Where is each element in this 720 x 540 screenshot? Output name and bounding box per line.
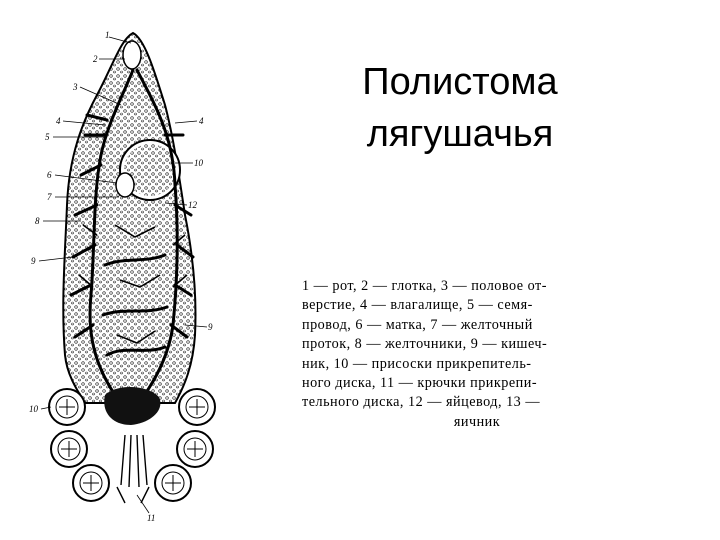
label-8: 8 <box>35 216 40 226</box>
slide-title <box>330 56 590 160</box>
posterior-mass <box>104 387 160 425</box>
caption-line: ного диска, 11 — крючки прикрепи- <box>302 375 538 392</box>
label-10-bottom: 10 <box>29 404 38 414</box>
caption-line: провод, 6 — матка, 7 — желточный <box>302 316 533 333</box>
label-2: 2 <box>93 54 98 64</box>
label-9-left: 9 <box>31 256 36 266</box>
label-1: 1 <box>105 30 110 40</box>
label-12: 12 <box>188 200 197 210</box>
polystoma-drawing <box>25 25 225 530</box>
label-10-top: 10 <box>194 158 203 168</box>
pharynx <box>123 41 141 69</box>
title-line-1: Полистома <box>362 61 558 103</box>
figure-caption <box>302 277 642 432</box>
polystoma-illustration <box>25 25 225 530</box>
label-5: 5 <box>45 132 50 142</box>
caption-line: 1 — рот, 2 — глотка, 3 — половое от- <box>302 278 547 294</box>
disc-hooks <box>117 435 149 503</box>
title-line-2: лягушачья <box>366 113 554 155</box>
label-9-right: 9 <box>208 322 213 332</box>
label-4-right: 4 <box>199 116 204 126</box>
label-11: 11 <box>147 513 156 523</box>
caption-line: тельного диска, 12 — яйцевод, 13 — <box>302 394 541 411</box>
label-6: 6 <box>47 170 52 180</box>
caption-line: верстие, 4 — влагалище, 5 — семя- <box>302 297 533 314</box>
label-7: 7 <box>47 192 52 202</box>
caption-line: проток, 8 — желточники, 9 — кишеч- <box>302 336 548 353</box>
label-3: 3 <box>73 82 78 92</box>
caption-line: яичник <box>453 413 501 430</box>
label-4: 4 <box>56 116 61 126</box>
caption-line: ник, 10 — присоски прикрепитель- <box>302 355 532 372</box>
uterus <box>116 173 134 197</box>
